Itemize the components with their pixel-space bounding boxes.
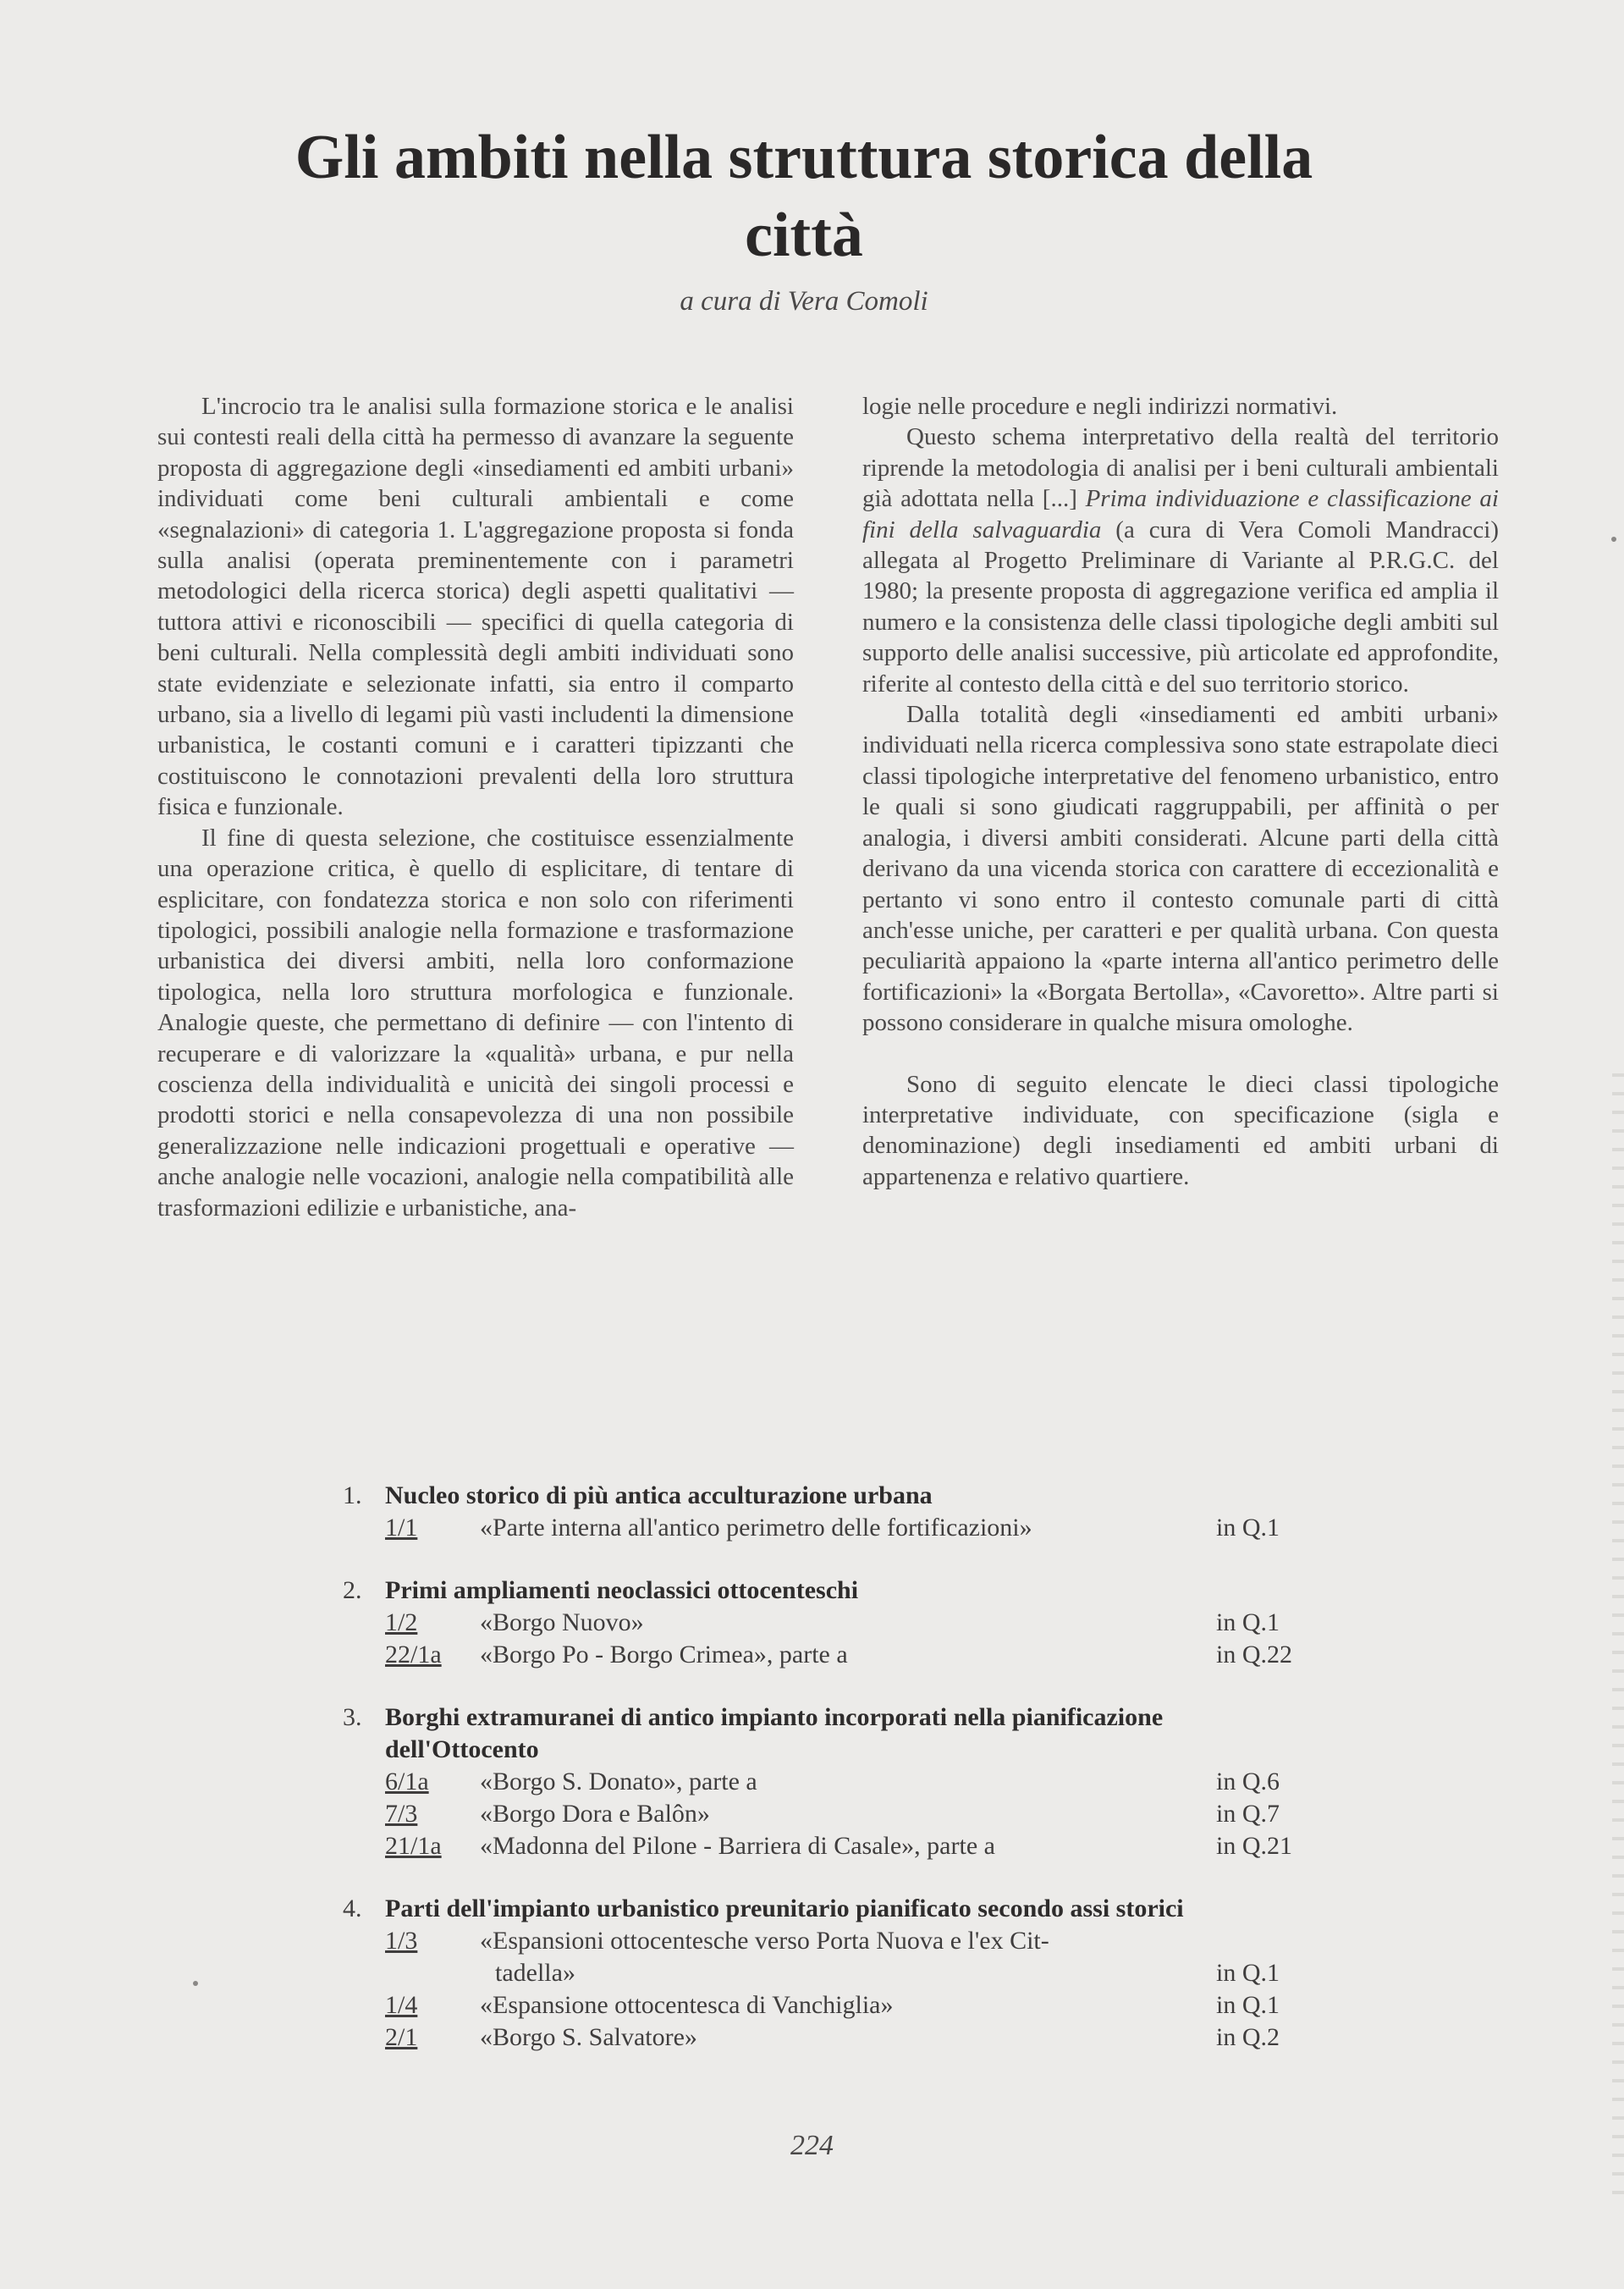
- right-column: [862, 391, 1499, 1192]
- list-item: [385, 2021, 1358, 2054]
- entry-quarter: in Q.6: [1216, 1768, 1280, 1795]
- scan-edge-artifact: [1612, 1058, 1624, 2201]
- paragraph: Il fine di questa selezione, che costituisce essenzialmente una operazione critica, è quello di esplicitare, di tentare di esplicitare, con fondatezza storica e non solo con riferimenti tipologici, possibili analogie nella formazione e trasformazione urbanistica dei diversi ambiti, nella loro conformazione tipologica, nella loro struttura morfologica e funzionale. Analogie queste, che permettano di definire — con l'intento di recuperare e di valorizzare la «qualità» urbana, e pur nella coscienza della individualità e unicità dei singoli processi e prodotti storici e nella consapevolezza di una non possibile generalizzazione nelle indicazioni progettuali e operative — anche analogie nelle vocazioni, analogie nella compatibilità alle trasformazioni edilizie e urbanistiche, ana-: [157, 824, 794, 1222]
- class-number: 1.: [343, 1481, 362, 1509]
- entry-code: 2/1: [385, 2023, 418, 2051]
- entry-quarter: in Q.7: [1216, 1800, 1280, 1828]
- paragraph-text: (a cura di Vera Comoli Mandracci) allegata al Progetto Preliminare di Variante al P.R.G.C. del 1980; la presente proposta di aggregazione verifica ed amplia il numero e la consistenza delle classi tipologiche degli ambiti sul supporto delle analisi successive, più articolate ed approfondite, riferite al contesto della città e del suo territorio storico.: [862, 516, 1500, 698]
- entry-name: «Borgo S. Donato», parte a: [480, 1768, 757, 1795]
- class-number: 2.: [343, 1576, 362, 1604]
- paragraph: logie nelle procedure e negli indirizzi normativi.: [862, 393, 1338, 420]
- entry-name-line: «Espansioni ottocentesche verso Porta Nuova e l'ex Cit-: [480, 1927, 1049, 1955]
- entry-quarter: in Q.22: [1216, 1641, 1292, 1668]
- page-title: Gli ambiti nella struttura storica della città: [295, 123, 1313, 270]
- paragraph-text: Questo schema interpretativo della realtà del territorio riprende la metodologia di analisi per i beni culturali ambientali già adottata nella [...]: [862, 423, 1499, 513]
- entry-name: [480, 1925, 1216, 1989]
- byline: a cura di Vera Comoli: [680, 286, 928, 317]
- list-item: [385, 1639, 1358, 1671]
- paragraph: Dalla totalità degli «insediamenti ed ambiti urbani» individuati nella ricerca complessiva sono state estrapolate dieci classi tipologiche interpretative del fenomeno urbanistico, entro le quali si sono giudicati raggruppabili, per affinità o per analogia, i diversi ambiti considerati. Alcune parti della città derivano da una vicenda storica con carattere di eccezionalità e pertanto vi sono entro il contesto comunale parti di città anch'esse uniche, per caratteri e per qualità urbana. Con questa peculiarità appaiono la «parte interna all'antico perimetro delle fortificazioni» la «Borgata Bertolla», «Cavoretto». Altre parti si possono considerare in qualche misura omologhe.: [862, 701, 1499, 1037]
- entry-quarter: in Q.21: [1216, 1832, 1292, 1860]
- entry-name-continuation: tadella»: [495, 1959, 575, 1987]
- entry-code: 7/3: [385, 1800, 418, 1828]
- class-item: [343, 1893, 1358, 2054]
- left-column: [157, 391, 794, 1223]
- list-item: [385, 1607, 1358, 1639]
- classes-list: [343, 1480, 1358, 2084]
- paragraph: L'incrocio tra le analisi sulla formazione storica e le analisi sui contesti reali della città ha permesso di avanzare la seguente proposta di aggregazione degli «insediamenti ed ambiti urbani» individuati come beni culturali ambientali e come «segnalazioni» di categoria 1. L'aggregazione proposta si fonda sulla analisi (operata preminentemente con i parametri metodologici della ricerca storica) degli aspetti qualitativi — tuttora attivi e riconoscibili — specifici di quella categoria di beni culturali. Nella complessità degli ambiti individuati sono state evidenziate e selezionate infatti, sia entro il comparto urbano, sia a livello di legami più vasti includenti la dimensione urbanistica, le costanti comuni e i caratteri tipizzanti che costituiscono le connotazioni prevalenti della loro struttura fisica e funzionale.: [157, 393, 794, 821]
- entry-name: «Borgo S. Salvatore»: [480, 2023, 697, 2051]
- class-number: 4.: [343, 1895, 362, 1922]
- entry-quarter: in Q.1: [1216, 1608, 1280, 1636]
- class-title: Nucleo storico di più antica acculturazione urbana: [385, 1481, 933, 1509]
- list-item: [385, 1512, 1358, 1544]
- entry-quarter: in Q.1: [1216, 1514, 1280, 1542]
- entry-code: 1/3: [385, 1927, 418, 1955]
- entry-name: «Borgo Dora e Balôn»: [480, 1800, 710, 1828]
- class-item: [343, 1702, 1358, 1862]
- list-item: [385, 1798, 1358, 1830]
- list-item: [385, 1925, 1358, 1989]
- list-item: [385, 1830, 1358, 1862]
- class-title: Parti dell'impianto urbanistico preunitario pianificato secondo assi storici: [385, 1895, 1184, 1922]
- class-item: [343, 1575, 1358, 1671]
- list-item: [385, 1989, 1358, 2021]
- entry-name: «Borgo Po - Borgo Crimea», parte a: [480, 1641, 848, 1668]
- entry-quarter: in Q.1: [1216, 1991, 1280, 2019]
- entry-quarter: in Q.2: [1216, 2023, 1280, 2051]
- class-title: Primi ampliamenti neoclassici ottocenteschi: [385, 1576, 859, 1604]
- entry-quarter-text: in Q.1: [1216, 1959, 1280, 1987]
- scan-speck: [193, 1981, 198, 1986]
- cited-title: Prima individuazione e classificazione ai fini della salvaguardia: [862, 485, 1499, 543]
- entry-quarter: [1216, 1925, 1335, 1989]
- class-item: [343, 1480, 1358, 1544]
- entry-code: 6/1a: [385, 1768, 429, 1795]
- list-item: [385, 1766, 1358, 1798]
- entry-name: «Espansione ottocentesca di Vanchiglia»: [480, 1991, 894, 2019]
- paragraph: [862, 422, 1499, 699]
- entry-name: «Borgo Nuovo»: [480, 1608, 644, 1636]
- class-title: Borghi extramuranei di antico impianto incorporati nella pianificazione dell'Ottocento: [385, 1703, 1164, 1763]
- entry-code: 1/1: [385, 1514, 418, 1542]
- entry-code: 1/2: [385, 1608, 418, 1636]
- entry-code: 1/4: [385, 1991, 418, 2019]
- scan-speck: [1611, 537, 1616, 542]
- page-number: 224: [790, 2130, 834, 2161]
- entry-name: «Madonna del Pilone - Barriera di Casale», parte a: [480, 1832, 995, 1860]
- class-number: 3.: [343, 1703, 362, 1731]
- entry-name: «Parte interna all'antico perimetro delle fortificazioni»: [480, 1514, 1032, 1542]
- entry-code: 22/1a: [385, 1641, 442, 1668]
- entry-code: 21/1a: [385, 1832, 442, 1860]
- paragraph: Sono di seguito elencate le dieci classi tipologiche interpretative individuate, con specificazione (sigla e denominazione) degli insediamenti ed ambiti urbani di appartenenza e relativo quartiere.: [862, 1070, 1499, 1190]
